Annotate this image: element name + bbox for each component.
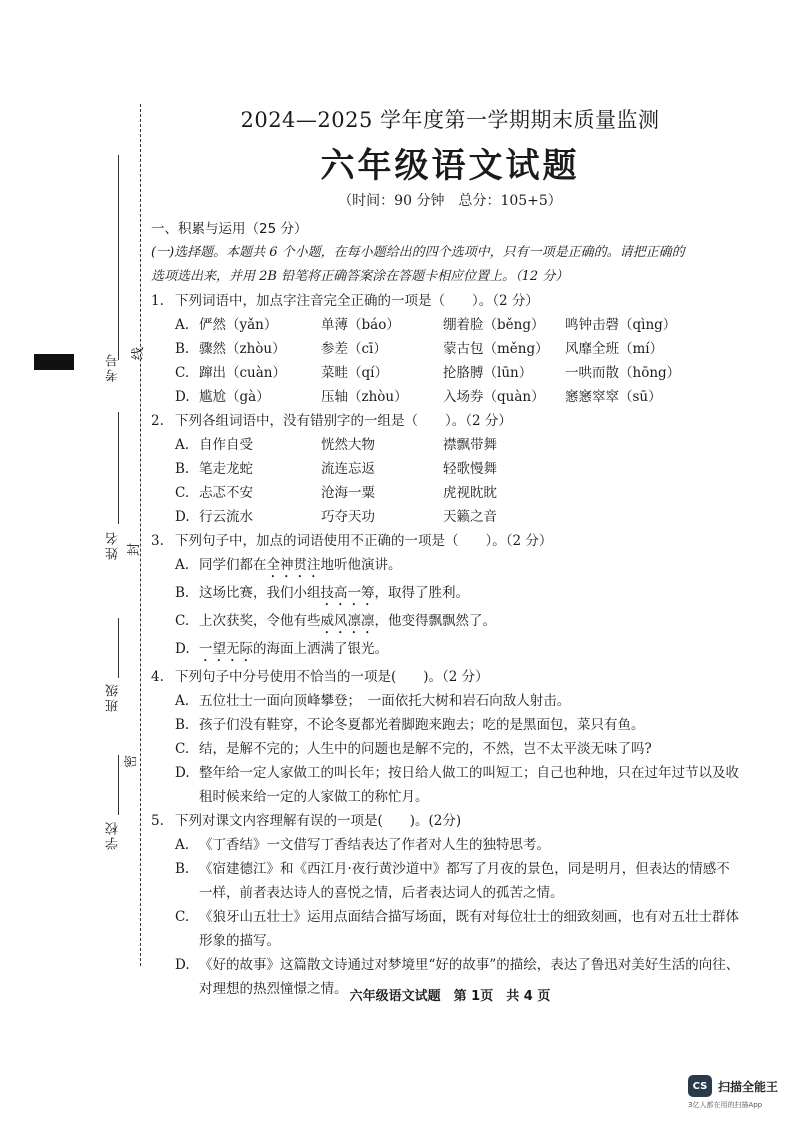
xian-label: 线 bbox=[131, 346, 147, 361]
option-row bbox=[175, 433, 741, 457]
dotted-phrase: 技高一筹 bbox=[320, 585, 375, 601]
question-number: 4. bbox=[151, 669, 164, 685]
option-row bbox=[175, 609, 741, 637]
exam-time: （时间：90 分钟 总分：105+5） bbox=[338, 193, 562, 209]
exam-title: 六年级语文试题 bbox=[320, 146, 580, 186]
option-item: 压轴（zhòu） bbox=[321, 389, 408, 405]
question-4-options bbox=[151, 689, 741, 809]
question-5-options bbox=[151, 833, 741, 1001]
option-label: B. bbox=[175, 861, 190, 877]
option-label: A. bbox=[175, 693, 190, 709]
option-item: 单薄（báo） bbox=[321, 317, 400, 333]
option-label: A. bbox=[175, 317, 190, 333]
option-item: 自作自受 bbox=[199, 437, 253, 453]
dotted-phrase: 威风凛凛 bbox=[320, 613, 375, 629]
option-text: 孩子们没有鞋穿，不论冬夏都光着脚跑来跑去；吃的是黑面包，菜只有鱼。 bbox=[199, 717, 645, 733]
question-stem: 下列各组词语中，没有错别字的一组是（ ）。（2 分） bbox=[175, 413, 512, 429]
question-3-options bbox=[151, 553, 741, 665]
option-item: 流连忘返 bbox=[321, 461, 375, 477]
option-item: 恍然大物 bbox=[321, 437, 375, 453]
option-text: 地听他演讲。 bbox=[320, 557, 402, 573]
mi-label: 密 bbox=[124, 754, 140, 769]
option-text: 同学们都在 bbox=[199, 557, 267, 573]
option-item: 巧夺天功 bbox=[321, 509, 375, 525]
option-row bbox=[175, 761, 741, 809]
option-label: D. bbox=[175, 765, 190, 781]
option-label: C. bbox=[175, 365, 190, 381]
question-4 bbox=[151, 665, 741, 689]
option-row bbox=[175, 905, 741, 953]
page-footer: 六年级语文试题 第 1页 共 4 页 bbox=[349, 989, 551, 1004]
option-text: 《宿建德江》和《西江月·夜行黄沙道中》都写了月夜的景色，同是明月，但表达的情感不一样，前者表达诗人的喜悦之情，后者表达词人的孤苦之情。 bbox=[199, 861, 730, 901]
option-row bbox=[175, 637, 741, 665]
option-row bbox=[175, 481, 741, 505]
option-label: D. bbox=[175, 389, 190, 405]
option-item: 尴尬（gà） bbox=[199, 389, 270, 405]
option-label: B. bbox=[175, 461, 190, 477]
xingming-blank-line bbox=[118, 412, 119, 524]
camscanner-logo-icon: CS bbox=[688, 1075, 712, 1097]
option-text: ，取得了胜利。 bbox=[374, 585, 469, 601]
question-stem: 下列句子中，加点的词语使用不正确的一项是（ ）。（2 分） bbox=[175, 533, 553, 549]
option-row bbox=[175, 553, 741, 581]
option-row bbox=[175, 833, 741, 857]
option-item: 沧海一粟 bbox=[321, 485, 375, 501]
option-label: D. bbox=[175, 957, 190, 973]
feng-label: 封 bbox=[127, 542, 143, 557]
option-row bbox=[175, 337, 741, 361]
question-stem: 下列对课文内容理解有误的一项是( )。(2分) bbox=[175, 813, 462, 829]
option-row bbox=[175, 689, 741, 713]
option-label: B. bbox=[175, 717, 190, 733]
option-label: A. bbox=[175, 557, 190, 573]
option-item: 风靡全班（mí） bbox=[565, 341, 664, 357]
binding-dashed-line bbox=[140, 104, 141, 966]
watermark-tagline: 3亿人都在用的扫描App bbox=[688, 1101, 763, 1109]
option-text: 结，是解不完的；人生中的问题也是解不完的，不然，岂不太平淡无味了吗? bbox=[199, 741, 652, 757]
option-label: C. bbox=[175, 485, 190, 501]
option-item: 襟飘带舞 bbox=[443, 437, 497, 453]
option-item: 虎视眈眈 bbox=[443, 485, 497, 501]
question-number: 3. bbox=[151, 533, 164, 549]
question-stem: 下列句子中分号使用不恰当的一项是( )。（2 分） bbox=[175, 669, 489, 685]
section-instruction-1: (一)选择题。本题共 6 个小题，在每小题给出的四个选项中，只有一项是正确的。请把正确的 bbox=[151, 245, 685, 260]
option-item: 俨然（yǎn） bbox=[199, 317, 278, 333]
option-item: 蒙古包（měng） bbox=[443, 341, 549, 357]
option-row bbox=[175, 457, 741, 481]
option-text: 整年给一定人家做工的叫长年；按日给人做工的叫短工；自己也种地，只在过年过节以及收租时候来给一定的人家做工的称忙月。 bbox=[199, 765, 739, 805]
option-row bbox=[175, 713, 741, 737]
question-1 bbox=[151, 289, 741, 313]
option-row bbox=[175, 313, 741, 337]
dotted-phrase: 一望无际 bbox=[199, 641, 253, 657]
option-label: B. bbox=[175, 585, 190, 601]
option-item: 一哄而散（hōng） bbox=[565, 365, 681, 381]
option-item: 蹿出（cuàn） bbox=[199, 365, 286, 381]
option-label: D. bbox=[175, 641, 190, 657]
option-item: 菜畦（qí） bbox=[321, 365, 388, 381]
option-label: C. bbox=[175, 613, 190, 629]
option-item: 入场券（quàn） bbox=[443, 389, 545, 405]
option-text: 《丁香结》一文借写丁香结表达了作者对人生的独特思考。 bbox=[199, 837, 550, 853]
option-item: 绷着脸（běng） bbox=[443, 317, 545, 333]
question-2 bbox=[151, 409, 741, 433]
dotted-phrase: 全神贯注 bbox=[266, 557, 321, 573]
option-label: A. bbox=[175, 437, 190, 453]
exam-subtitle: 2024—2025 学年度第一学期期末质量监测 bbox=[240, 108, 660, 132]
question-number: 2. bbox=[151, 413, 164, 429]
option-item: 天籁之音 bbox=[443, 509, 497, 525]
option-item: 窸窸窣窣（sū） bbox=[565, 389, 662, 405]
exam-content bbox=[151, 217, 741, 1001]
option-text: 《狼牙山五壮士》运用点面结合描写场面，既有对每位壮士的细致刻画，也有对五壮士群体形象的描写。 bbox=[199, 909, 739, 949]
option-item: 行云流水 bbox=[199, 509, 253, 525]
question-2-options bbox=[151, 433, 741, 529]
question-5 bbox=[151, 809, 741, 833]
xuexiao-label: 学校 bbox=[106, 820, 121, 850]
option-item: 忐忑不安 bbox=[199, 485, 253, 501]
banji-label: 班级 bbox=[106, 682, 121, 712]
watermark-name: 扫描全能王 bbox=[718, 1079, 779, 1094]
option-text: 五位壮士一面向顶峰攀登； 一面依托大树和岩石向敌人射击。 bbox=[199, 693, 571, 709]
option-item: 轻歌慢舞 bbox=[443, 461, 497, 477]
section-instruction-2: 选项选出来，并用 2B 铅笔将正确答案涂在答题卡相应位置上。（12 分） bbox=[151, 269, 569, 284]
option-item: 抡胳膊（lūn） bbox=[443, 365, 533, 381]
question-number: 5. bbox=[151, 813, 164, 829]
option-text: 上次获奖，令他有些 bbox=[199, 613, 321, 629]
option-row bbox=[175, 505, 741, 529]
question-number: 1. bbox=[151, 293, 164, 309]
option-label: D. bbox=[175, 509, 190, 525]
option-label: C. bbox=[175, 909, 190, 925]
option-row bbox=[175, 581, 741, 609]
option-item: 笔走龙蛇 bbox=[199, 461, 253, 477]
question-1-options bbox=[151, 313, 741, 409]
option-text: 这场比赛，我们小组 bbox=[199, 585, 321, 601]
option-label: A. bbox=[175, 837, 190, 853]
option-label: C. bbox=[175, 741, 190, 757]
option-row bbox=[175, 385, 741, 409]
kaohao-label: 考号 bbox=[106, 352, 121, 382]
option-row bbox=[175, 737, 741, 761]
option-row bbox=[175, 361, 741, 385]
question-3 bbox=[151, 529, 741, 553]
kaohao-blank-line bbox=[118, 155, 119, 360]
option-text: 《好的故事》这篇散文诗通过对梦境里“好的故事”的描绘，表达了鲁迅对美好生活的向往、对理想的热烈憧憬之情。 bbox=[199, 957, 740, 997]
option-text: 的海面上洒满了银光。 bbox=[253, 641, 388, 657]
xingming-label: 姓名 bbox=[106, 530, 121, 560]
scanner-watermark bbox=[688, 1075, 778, 1097]
xuexiao-blank-line bbox=[118, 755, 119, 815]
option-item: 鸣钟击磬（qìng） bbox=[565, 317, 677, 333]
section-heading: 一、积累与运用（25 分） bbox=[151, 221, 308, 237]
banji-blank-line bbox=[118, 618, 119, 678]
question-stem: 下列词语中，加点字注音完全正确的一项是（ ）。（2 分） bbox=[175, 293, 539, 309]
option-row bbox=[175, 857, 741, 905]
option-label: B. bbox=[175, 341, 190, 357]
option-item: 骤然（zhòu） bbox=[199, 341, 286, 357]
option-text: ，他变得飘飘然了。 bbox=[374, 613, 496, 629]
registration-mark bbox=[34, 354, 74, 370]
option-item: 参差（cī） bbox=[321, 341, 387, 357]
